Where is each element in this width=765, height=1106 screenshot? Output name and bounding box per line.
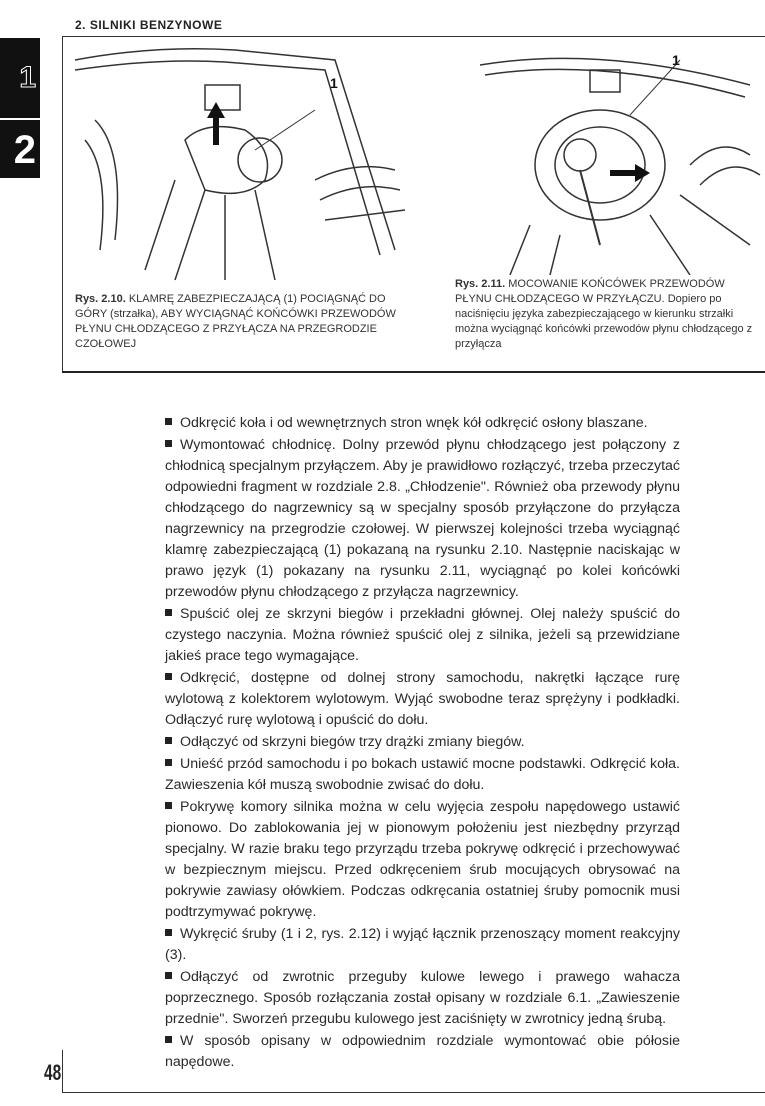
section-divider (62, 371, 765, 373)
footer-divider (62, 1092, 765, 1093)
chapter-tab-1: 1 (0, 38, 40, 118)
arrow-right-icon (610, 164, 650, 182)
bullet-icon (165, 609, 172, 616)
step-paragraph: Odłączyć od skrzyni biegów trzy drążki zmiany biegów. (165, 732, 680, 753)
footer-frame-line (62, 1050, 63, 1092)
caption-label: Rys. 2.10. (75, 293, 126, 305)
bullet-icon (165, 673, 172, 680)
arrow-up-icon (207, 102, 225, 145)
step-paragraph: Wykręcić śruby (1 i 2, rys. 2.12) i wyjąć łącznik przenoszący moment reakcyjny (3). (165, 926, 680, 963)
bullet-icon (165, 759, 172, 766)
running-header: 2. SILNIKI BENZYNOWE (75, 18, 223, 32)
bullet-icon (165, 418, 172, 425)
figure-frame-line (62, 36, 63, 372)
step-paragraph: Wymontować chłodnicę. Dolny przewód płynu chłodzącego jest połączony z chłodnicą specjalnym przyłączem. Aby je prawidłowo rozłączyć, trzeba przeczytać odpowiedni fragment w rozdziale 2.8. „Chłodzenie". Również oba przewody płynu chłodzącego do nagrzewnicy są w specjalny sposób przyłączone do przyłącza nagrzewnicy na przegrodzie czołowej. W pierwszej kolejności trzeba wyciągnąć klamrę zabezpieczającą (1) pokazaną na rysunku 2.10. Następnie naciskając w prawo język (1) pokazany na rysunku 2.11, wyciągnąć po kolei końcówki przewodów płynu chłodzącego z przyłącza nagrzewnicy. (165, 437, 680, 600)
caption-text: MOCOWANIE KOŃCÓWEK PRZEWODÓW PŁYNU CHŁODZĄCEGO W PRZYŁĄCZU. Dopiero po naciśnięciu języka zabezpieczającego w kierunku strzałki można wyciągnąć końcówki przewodów płynu chłodzącego z przyłącza (455, 278, 753, 350)
step-paragraph: Pokrywę komory silnika można w celu wyjęcia zespołu napędowego ustawić pionowo. Do zablokowania jej w pionowym położeniu jest niezbędny przyrząd specjalny. W razie braku tego przyrządu trzeba pokrywę odkręcić i przechowywać w bezpiecznym miejscu. Przed odkręceniem śrub mocujących obrysować na pokrywie zawiasy ołówkiem. Podczas odkręcania ostatniej śruby pomocnik musi podtrzymywać pokrywę. (165, 799, 680, 920)
body-text (165, 413, 680, 1074)
caption-text: KLAMRĘ ZABEZPIECZAJĄCĄ (1) POCIĄGNĄĆ DO GÓRY (strzałka), ABY WYCIĄGNĄĆ KOŃCÓWKI PRZEWODÓW PŁYNU CHŁODZĄCEGO Z PRZYŁĄCZA NA PRZEGRODZIE CZOŁOWEJ (75, 293, 396, 350)
figure-2-10-illustration (75, 40, 405, 290)
header-divider (62, 36, 765, 37)
step-paragraph: Odkręcić, dostępne od dolnej strony samochodu, nakrętki łączące rurę wylotową z kolektorem wylotowym. Wyjąć swobodne teraz sprężyny i podkładki. Odłączyć rurę wylotową i opuścić do dołu. (165, 670, 680, 728)
bullet-icon (165, 929, 172, 936)
figure-2-10-caption (75, 292, 405, 352)
bullet-icon (165, 972, 172, 979)
bullet-icon (165, 737, 172, 744)
figure-callout: 1 (672, 52, 680, 68)
step-paragraph: Odłączyć od zwrotnic przeguby kulowe lewego i prawego wahacza poprzecznego. Sposób rozłączania został opisany w rozdziale 6.1. „Zawieszenie przednie". Sworzeń przegubu kulowego jest zaciśnięty w zwrotnicy jedną śrubą. (165, 969, 680, 1027)
bullet-icon (165, 802, 172, 809)
step-paragraph: Spuścić olej ze skrzyni biegów i przekładni głównej. Olej należy spuścić do czystego naczynia. Można również spuścić olej z silnika, jeżeli są przewidziane jakieś prace tego wymagające. (165, 606, 680, 664)
page-number: 48 (44, 1060, 62, 1085)
figure-2-11-illustration (450, 45, 762, 275)
figure-callout: 1 (330, 75, 338, 91)
step-paragraph: Unieść przód samochodu i po bokach ustawić mocne podstawki. Odkręcić koła. Zawieszenia kół muszą swobodnie zwisać do dołu. (165, 756, 680, 793)
figure-2-11-caption (455, 277, 760, 352)
caption-label: Rys. 2.11. (455, 278, 506, 290)
step-paragraph: W sposób opisany w odpowiednim rozdziale wymontować obie półosie napędowe. (165, 1033, 680, 1070)
chapter-tab-2: 2 (0, 120, 40, 178)
bullet-icon (165, 1036, 172, 1043)
step-paragraph: Odkręcić koła i od wewnętrznych stron wnęk kół odkręcić osłony blaszane. (165, 413, 680, 434)
bullet-icon (165, 440, 172, 447)
